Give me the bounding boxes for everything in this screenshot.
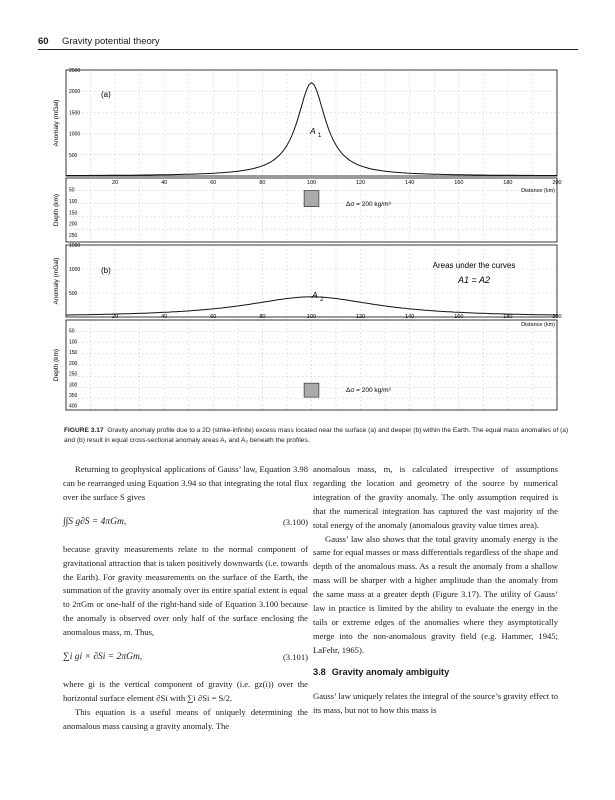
x-axis-label: Distance (km) <box>521 188 555 194</box>
panel-label: (b) <box>101 266 111 275</box>
y-tick-label: 1000 <box>69 131 81 138</box>
equation-expression: ∫∫S g∂S = 4πGm, <box>63 516 127 527</box>
curve-label-subscript: 1 <box>318 133 322 139</box>
y-tick-label: 150 <box>69 350 78 357</box>
curve-label: A <box>310 126 316 136</box>
x-tick-label: 20 <box>112 314 119 320</box>
paragraph: This equation is a useful means of uniquely determining the anomalous mass causing a gravity anomaly. The <box>63 706 308 731</box>
paragraph: Gauss’ law also shows that the total gravity anomaly energy is the same for equal masses or mass differentials regardless of the shape and depth of the anomalous mass. As a result the anomaly from a shallow mass will be sharper with a higher amplitude than the anomaly from the same mass at a greater depth (Figure 3.17). The utility of Gauss’ law in practice is limited by the ability to evaluate the energy in the tails or extreme edges of the anomalies where they asymptotically merge into the non-anomalous gravity field (e.g. Hammer, 1945; LaFehr, 1965). <box>313 533 558 655</box>
x-tick-label: 60 <box>210 314 217 320</box>
paragraph: where gi is the vertical component of gravity (i.e. gz(i)) over the horizontal surface element ∂Si with ∑i ∂Si = S/2. <box>63 679 308 703</box>
running-title: Gravity potential theory <box>62 36 160 47</box>
y-tick-label: 200 <box>69 360 78 367</box>
y-tick-label: 250 <box>69 371 78 378</box>
x-tick-label: 60 <box>210 180 217 186</box>
x-tick-label: 80 <box>259 314 266 320</box>
density-label: Δσ = 200 kg/m³ <box>346 387 391 394</box>
x-tick-label: 180 <box>503 314 513 320</box>
right-column <box>313 463 558 717</box>
excess-mass-body <box>304 383 319 397</box>
paragraph: because gravity measurements relate to the normal component of gravitational attraction that is taken positively downwards (i.e. towards the Earth). For gravity measurements on the surface of the Earth, the summation of the gravity anomaly over its entire spatial extent is equal to 2πGm or one-half of the right-hand side of Equation 3.100 because the anomaly is observed over only half of the surface enclosing the anomalous mass, m. Thus, <box>63 543 308 638</box>
y-tick-label: 100 <box>69 339 78 346</box>
panel-label: (a) <box>101 90 111 99</box>
equation-number: (3.101) <box>282 652 308 663</box>
x-tick-label: 40 <box>161 314 168 320</box>
curve-label-subscript: 2 <box>320 297 324 303</box>
x-tick-label: 160 <box>454 314 464 320</box>
y-tick-label: 350 <box>69 393 78 399</box>
annotation: A1 = A2 <box>458 275 490 285</box>
equation-3-101 <box>63 641 308 677</box>
x-tick-label: 160 <box>454 180 464 186</box>
x-tick-label: 100 <box>306 314 317 320</box>
x-tick-label: 200 <box>552 314 562 320</box>
y-axis-label: Depth (km) <box>53 193 60 227</box>
y-tick-label: 250 <box>69 233 78 240</box>
equation-expression: ∑i gi × ∂Si = 2πGm, <box>63 652 143 663</box>
x-axis-label: Distance (km) <box>521 322 555 328</box>
y-tick-label: 2000 <box>69 89 81 96</box>
x-tick-label: 140 <box>405 180 415 186</box>
paragraph: anomalous mass, m, is calculated irrespective of assumptions regarding the location and geometry of the source by numerical integration of the gravity anomaly. The only assumption required is that the numerical integration has captured the vast majority of the total energy of the anomaly (anomalous gravity value times area). <box>313 464 558 530</box>
caption-text: Gravity anomaly profile due to a 2D (strike-infinite) excess mass located near the surface (a) and deeper (b) within the Earth. The equal mass anomalies of (a) and (b) result in equal cross-sectional anomaly areas A₁ and A₂ beneath the profiles. <box>64 427 569 444</box>
paragraph: Returning to geophysical applications of Gauss’ law, Equation 3.98 can be rearranged using Equation 3.94 so that integrating the total flux over the surface S gives <box>63 464 308 502</box>
caption-label: FIGURE 3.17 <box>64 427 104 434</box>
y-tick-label: 300 <box>69 382 78 389</box>
annotation: Areas under the curves <box>432 261 516 270</box>
y-tick-label: 500 <box>69 152 78 159</box>
density-label: Δσ = 200 kg/m³ <box>346 201 391 208</box>
curve-label: A <box>312 290 318 300</box>
y-tick-label: 1500 <box>69 243 81 249</box>
x-tick-label: 140 <box>405 314 415 320</box>
paragraph: Gauss’ law uniquely relates the integral of the source’s gravity effect to its mass, but not to how this mass is <box>313 690 558 715</box>
x-tick-label: 200 <box>552 180 562 186</box>
x-tick-label: 40 <box>161 180 168 186</box>
excess-mass-body <box>304 191 319 207</box>
y-tick-label: 500 <box>69 291 78 297</box>
x-tick-label: 120 <box>356 314 366 320</box>
y-tick-label: 2500 <box>69 68 81 74</box>
y-tick-label: 200 <box>69 221 78 228</box>
y-axis-label: Depth (km) <box>53 348 60 382</box>
page-number: 60 <box>38 36 49 47</box>
y-tick-label: 1000 <box>69 267 81 273</box>
section-number: 3.8 <box>313 666 326 677</box>
y-axis-label: Anomaly (mGal) <box>53 99 60 147</box>
equation-3-100 <box>63 506 308 542</box>
section-title: Gravity anomaly ambiguity <box>331 666 450 677</box>
y-tick-label: 1500 <box>69 110 81 117</box>
x-tick-label: 180 <box>503 180 513 186</box>
x-tick-label: 80 <box>259 180 266 186</box>
x-tick-label: 120 <box>356 180 366 186</box>
y-tick-label: 100 <box>69 198 78 205</box>
equation-number: (3.100) <box>282 516 308 527</box>
figure-caption <box>64 426 570 446</box>
x-tick-label: 100 <box>306 180 317 186</box>
y-tick-label: 150 <box>69 210 78 217</box>
left-column <box>63 463 308 734</box>
x-tick-label: 20 <box>112 180 119 186</box>
y-axis-label: Anomaly (mGal) <box>53 257 60 305</box>
y-tick-label: 400 <box>69 403 78 410</box>
section-heading <box>313 666 558 680</box>
y-tick-label: 50 <box>69 187 75 194</box>
y-tick-label: 50 <box>69 328 75 335</box>
